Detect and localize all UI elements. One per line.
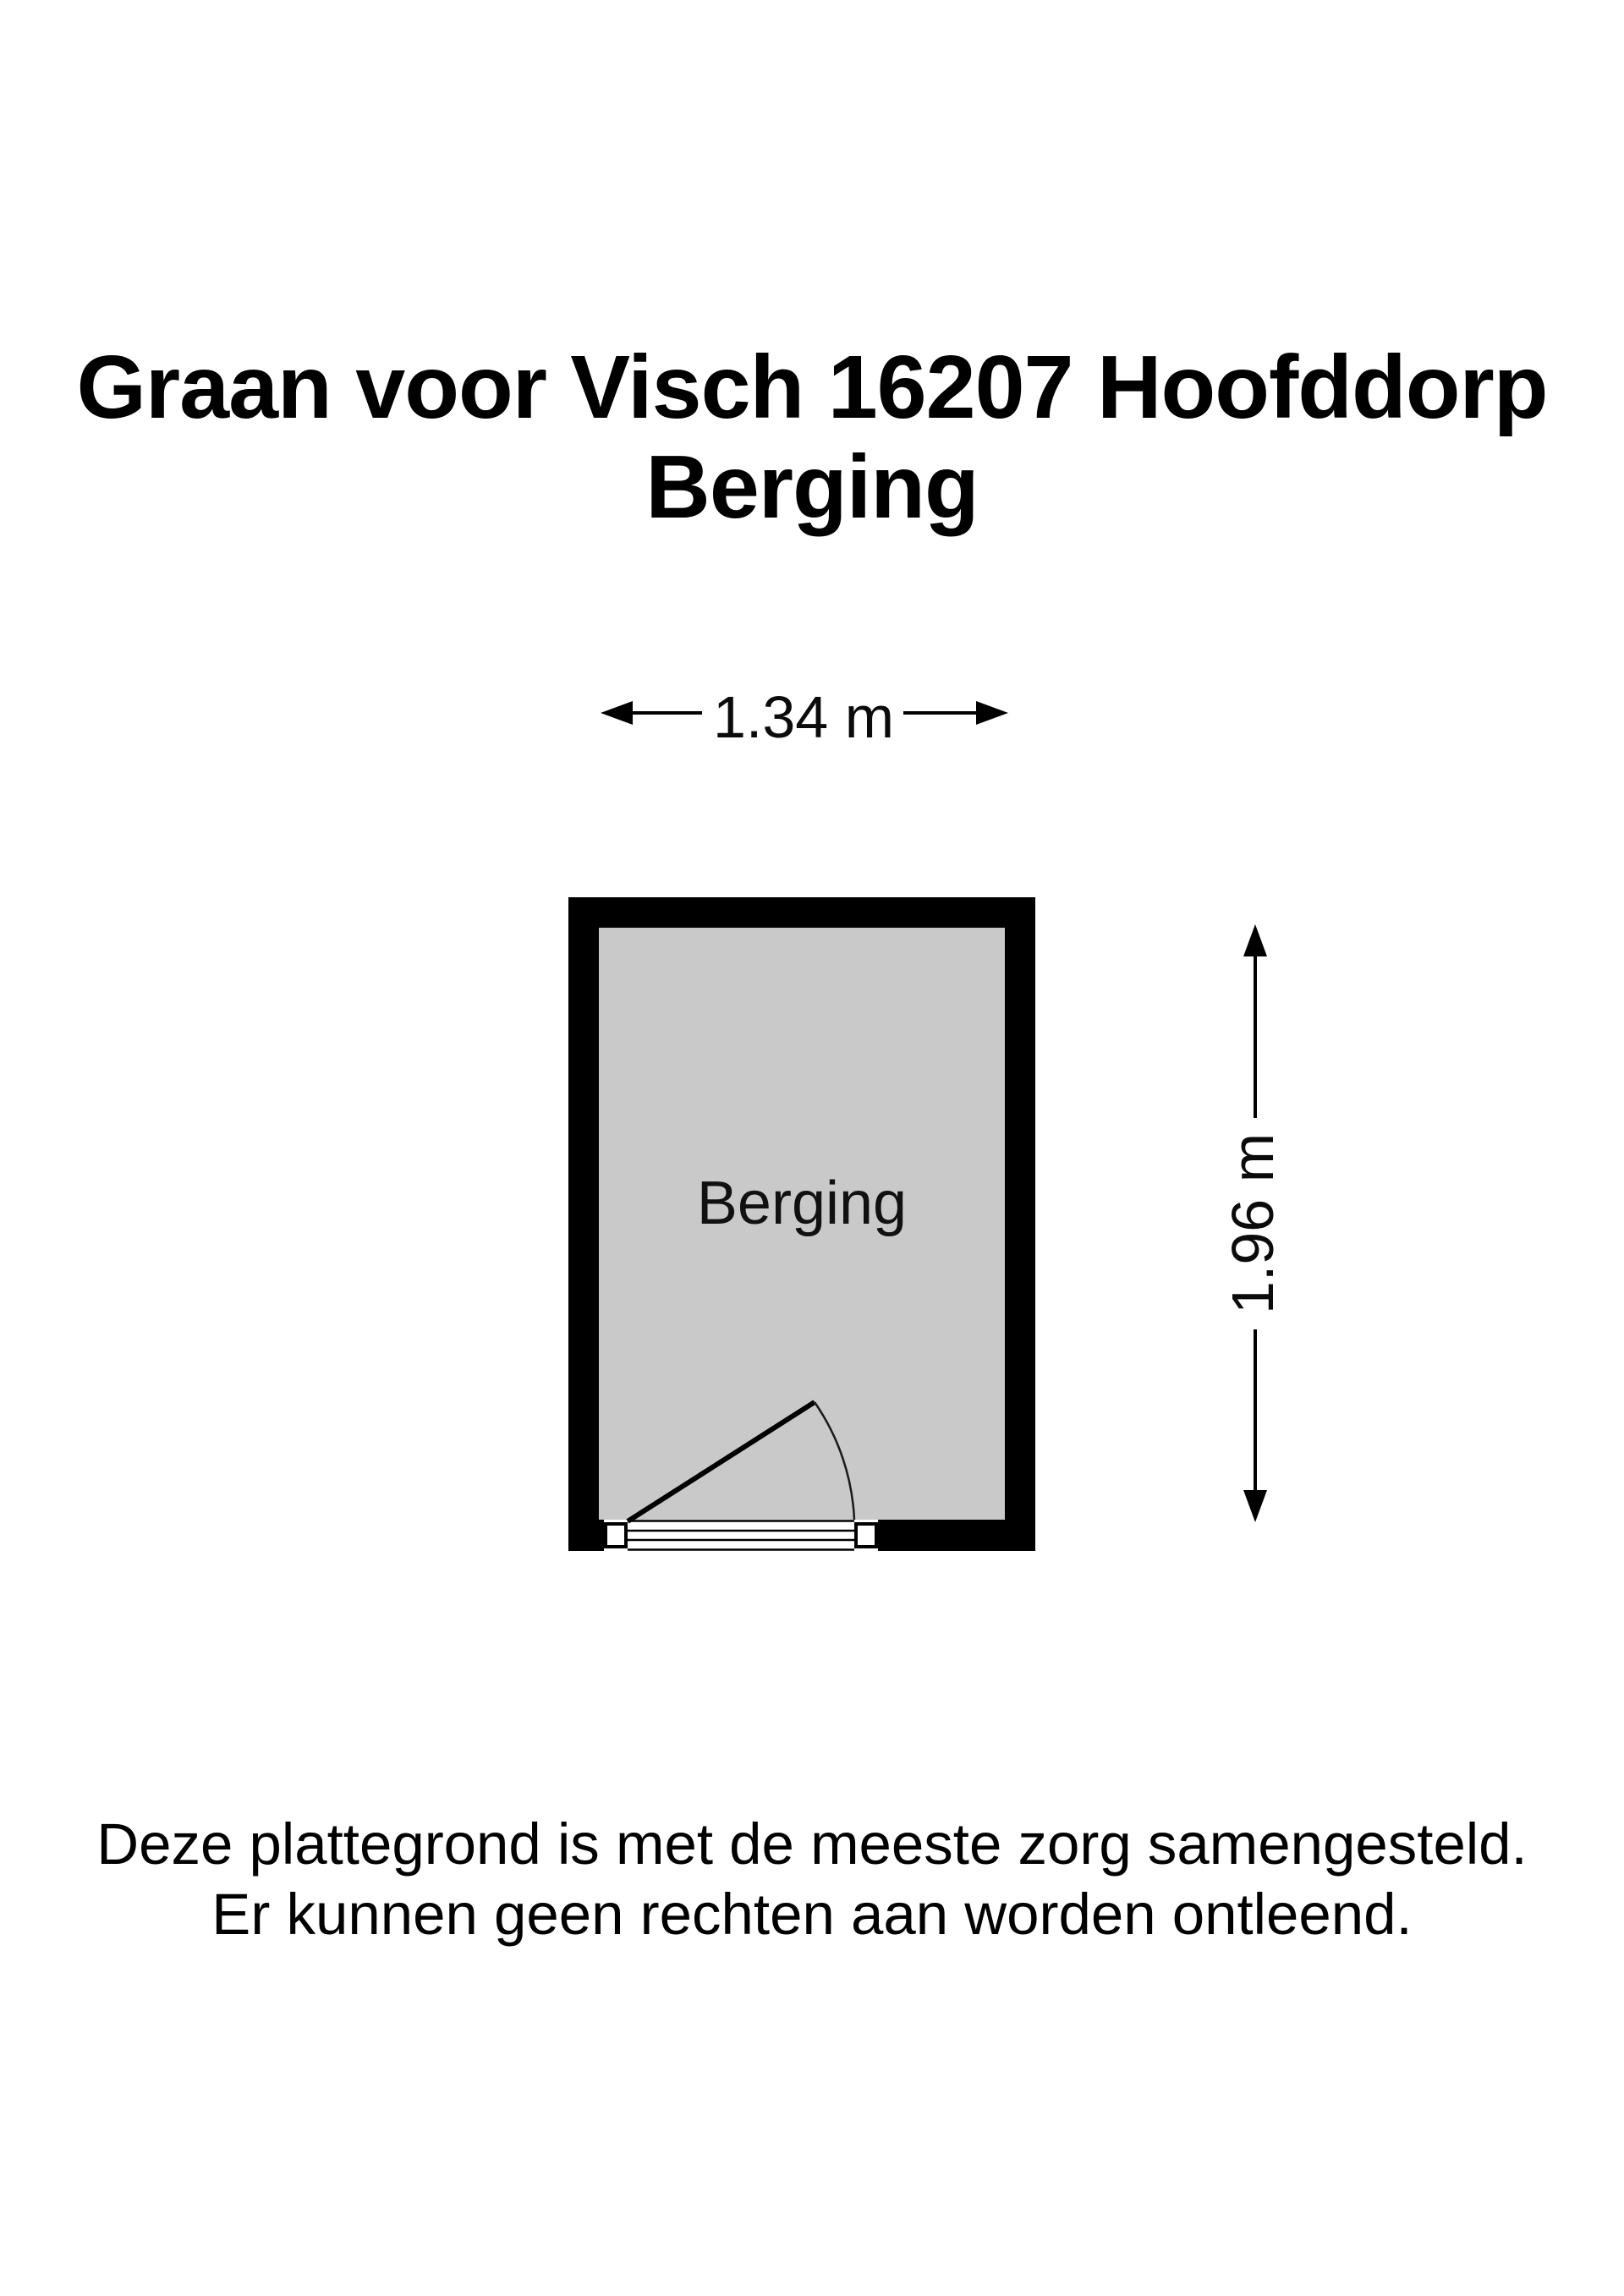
door-jamb-left	[606, 1524, 626, 1547]
arrowhead-right-icon	[976, 701, 1008, 725]
disclaimer-line-1: Deze plattegrond is met de meeste zorg samengesteld.	[96, 1811, 1528, 1877]
disclaimer	[0, 1809, 1624, 1949]
width-dimension-label: 1.34 m	[713, 684, 894, 750]
arrowhead-left-icon	[601, 701, 633, 725]
disclaimer-line-2: Er kunnen geen rechten aan worden ontleend.	[211, 1882, 1413, 1947]
room-name-label: Berging	[696, 1170, 908, 1237]
door-jamb-right	[856, 1524, 876, 1547]
height-dimension-label: 1.96 m	[1220, 1133, 1286, 1314]
page-title-room: Berging	[645, 437, 979, 537]
arrowhead-up-icon	[1243, 924, 1267, 956]
arrowhead-down-icon	[1243, 1490, 1267, 1522]
page-title-address: Graan voor Visch 16207 Hoofddorp	[76, 337, 1548, 437]
